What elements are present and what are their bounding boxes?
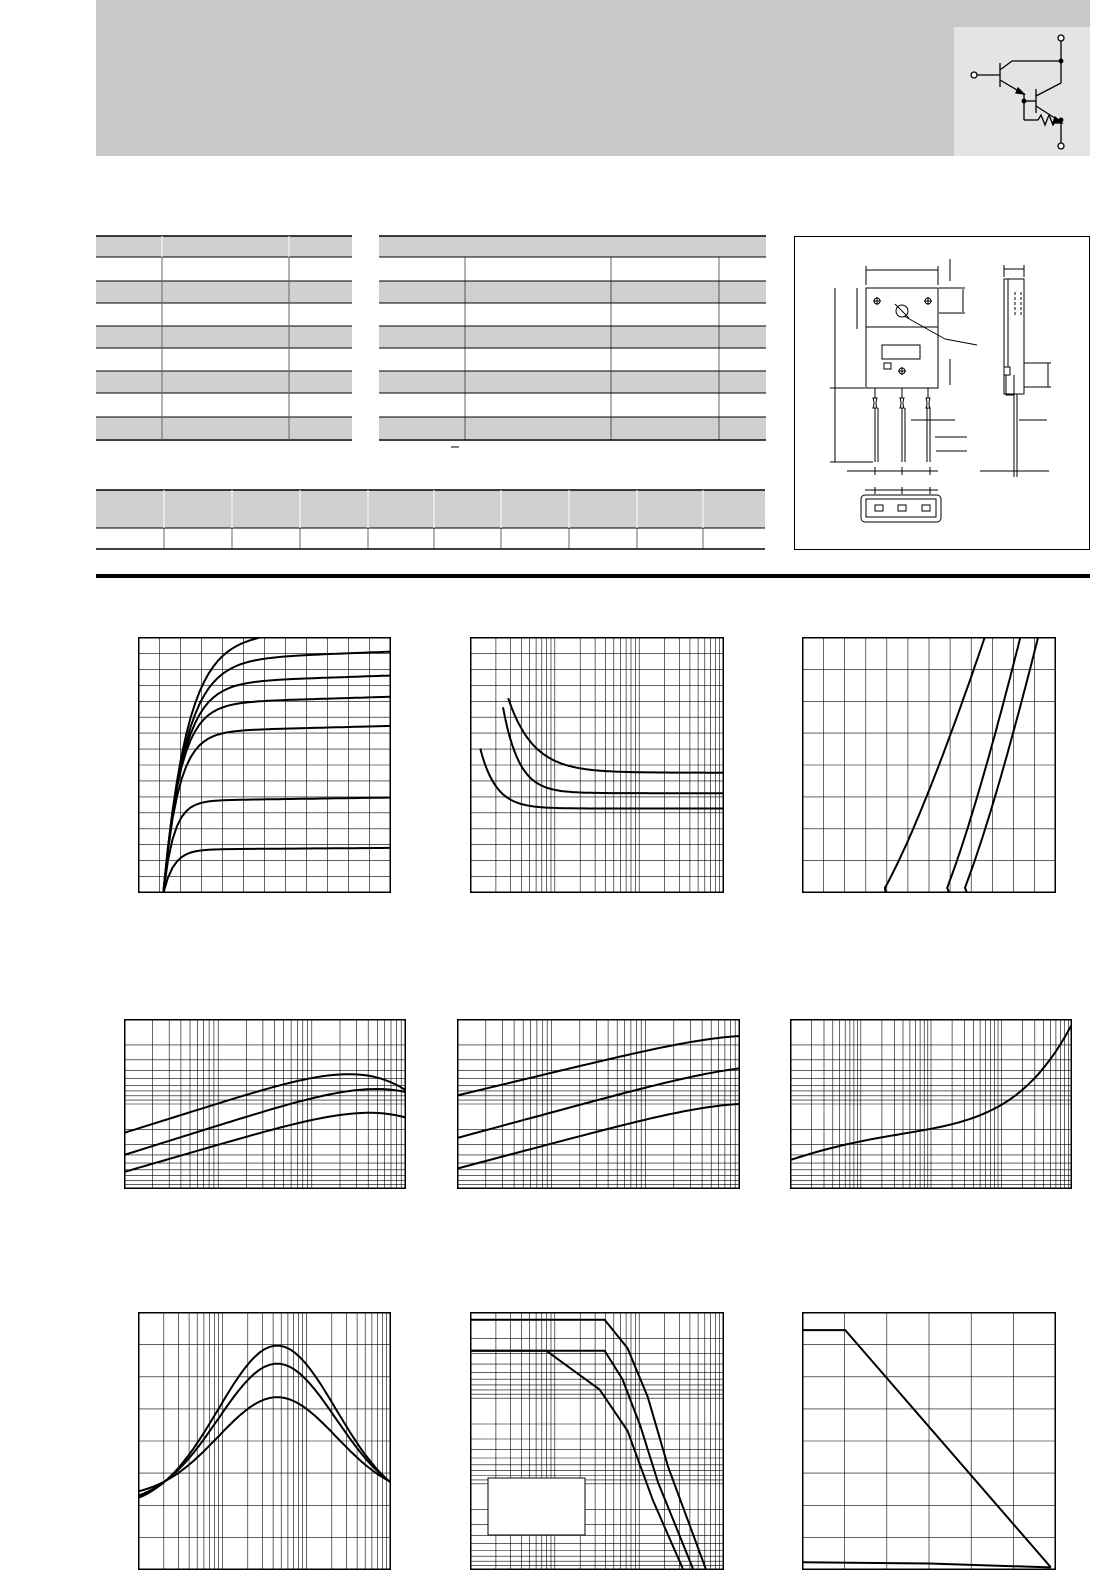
graph-thermal-resistance-characteristics [790,1019,1072,1189]
graph-hfe-ic-characteristics [124,1019,406,1189]
gain-curve [124,1074,406,1133]
graph-power-derating-curve [802,1312,1056,1570]
switching-time-curve [138,1364,391,1496]
electrical-characteristics-table [379,234,769,456]
gridlines [138,1312,391,1570]
graph-hfe-ic-temperature-characteristics [457,1019,740,1189]
gridlines [790,1019,1072,1189]
gain-curve [457,1104,740,1169]
gridlines [138,637,391,893]
to3pf-package-outline-icon [795,237,1089,549]
circuit-symbol-panel [954,27,1090,156]
gridlines [802,637,1056,893]
gain-curve [124,1089,406,1155]
gridlines [124,1019,406,1189]
darlington-transistor-symbol-icon [954,27,1090,156]
graph-safe-operating-area [470,1312,724,1570]
saturation-curve [508,698,724,773]
gridlines [802,1312,1056,1570]
gridlines [457,1019,740,1189]
legend-box [488,1478,585,1535]
section-divider [96,574,1090,578]
gridlines [470,637,724,893]
graph-ic-vce-characteristics [138,637,391,893]
graph-ic-vbe-temperature-characteristics [802,637,1056,893]
absolute-ratings-table [96,234,354,444]
graph-vce-ib-characteristics [470,637,724,893]
header-band [96,0,1090,156]
output-curve [163,726,391,893]
hfe-rank-table [96,488,768,554]
output-curve [163,848,391,893]
graph-switching-time-characteristics [138,1312,391,1570]
soa-boundary-curve [470,1351,694,1570]
output-curve [163,652,391,893]
output-curve [163,798,391,894]
